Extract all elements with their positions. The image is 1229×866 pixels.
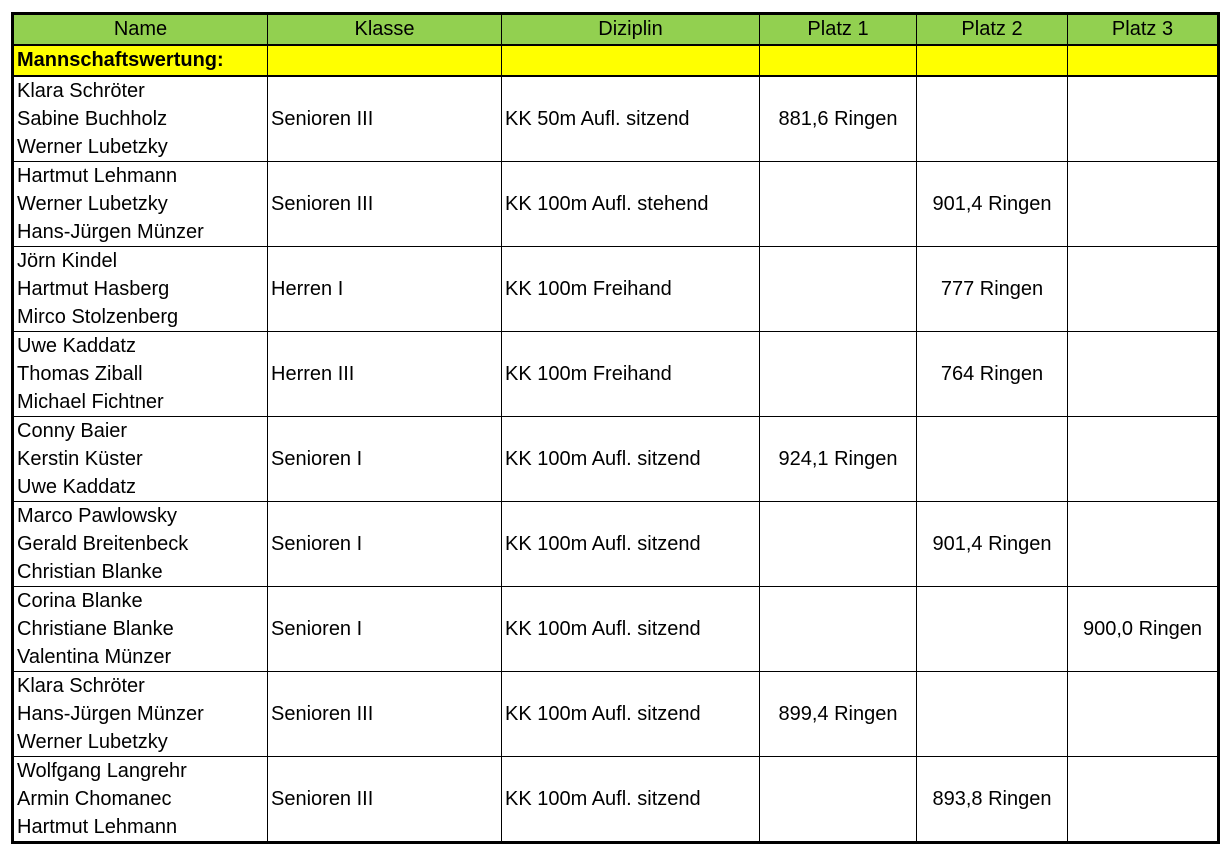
team-member-name: Michael Fichtner xyxy=(17,391,164,413)
team-member-name: Christiane Blanke xyxy=(17,618,174,640)
platz-3-cell xyxy=(1068,672,1219,757)
team-members-cell xyxy=(13,332,268,417)
section-cell xyxy=(502,45,760,76)
team-member-name: Werner Lubetzky xyxy=(17,136,168,158)
section-cell xyxy=(1068,45,1219,76)
table-row xyxy=(13,757,1219,843)
platz-2-cell: 777 Ringen xyxy=(917,247,1068,332)
klasse-cell: Senioren III xyxy=(268,757,502,843)
team-members-cell xyxy=(13,757,268,843)
platz-2-cell: 901,4 Ringen xyxy=(917,162,1068,247)
klasse-cell: Senioren III xyxy=(268,76,502,162)
platz-3-cell xyxy=(1068,332,1219,417)
table-row xyxy=(13,247,1219,332)
team-member-name: Christian Blanke xyxy=(17,561,163,583)
team-member-name: Hans-Jürgen Münzer xyxy=(17,221,204,243)
column-header-disziplin: Diziplin xyxy=(502,14,760,46)
column-header-name: Name xyxy=(13,14,268,46)
section-cell xyxy=(917,45,1068,76)
section-label: Mannschaftswertung: xyxy=(13,45,268,76)
platz-1-cell: 899,4 Ringen xyxy=(760,672,917,757)
platz-3-cell xyxy=(1068,247,1219,332)
table-row xyxy=(13,76,1219,162)
platz-2-cell xyxy=(917,672,1068,757)
platz-2-cell xyxy=(917,587,1068,672)
team-member-name: Gerald Breitenbeck xyxy=(17,533,189,555)
platz-1-cell xyxy=(760,332,917,417)
platz-3-cell xyxy=(1068,162,1219,247)
platz-1-cell xyxy=(760,587,917,672)
table-row xyxy=(13,672,1219,757)
team-members-cell xyxy=(13,672,268,757)
section-cell xyxy=(268,45,502,76)
team-member-name: Hans-Jürgen Münzer xyxy=(17,703,204,725)
klasse-cell: Herren I xyxy=(268,247,502,332)
team-members-cell xyxy=(13,587,268,672)
column-header-platz-2: Platz 2 xyxy=(917,14,1068,46)
platz-1-cell xyxy=(760,162,917,247)
team-member-name: Thomas Ziball xyxy=(17,363,143,385)
klasse-cell: Senioren I xyxy=(268,502,502,587)
disziplin-cell: KK 100m Aufl. stehend xyxy=(502,162,760,247)
team-member-name: Armin Chomanec xyxy=(17,788,172,810)
team-members-cell xyxy=(13,417,268,502)
team-member-name: Klara Schröter xyxy=(17,675,145,697)
team-members-cell xyxy=(13,76,268,162)
team-member-name: Hartmut Hasberg xyxy=(17,278,170,300)
team-member-name: Uwe Kaddatz xyxy=(17,476,136,498)
column-header-klasse: Klasse xyxy=(268,14,502,46)
platz-1-cell: 881,6 Ringen xyxy=(760,76,917,162)
disziplin-cell: KK 100m Aufl. sitzend xyxy=(502,587,760,672)
platz-3-cell xyxy=(1068,76,1219,162)
team-member-name: Valentina Münzer xyxy=(17,646,172,668)
team-member-name: Hartmut Lehmann xyxy=(17,816,178,838)
platz-2-cell: 901,4 Ringen xyxy=(917,502,1068,587)
disziplin-cell: KK 50m Aufl. sitzend xyxy=(502,76,760,162)
column-header-platz-1: Platz 1 xyxy=(760,14,917,46)
team-member-name: Kerstin Küster xyxy=(17,448,143,470)
platz-2-cell xyxy=(917,76,1068,162)
platz-3-cell xyxy=(1068,757,1219,843)
disziplin-cell: KK 100m Aufl. sitzend xyxy=(502,502,760,587)
team-member-name: Werner Lubetzky xyxy=(17,193,168,215)
platz-3-cell: 900,0 Ringen xyxy=(1068,587,1219,672)
platz-2-cell: 764 Ringen xyxy=(917,332,1068,417)
team-members-cell xyxy=(13,502,268,587)
disziplin-cell: KK 100m Aufl. sitzend xyxy=(502,757,760,843)
team-member-name: Wolfgang Langrehr xyxy=(17,760,187,782)
table-row xyxy=(13,417,1219,502)
header-row xyxy=(13,14,1219,46)
section-cell xyxy=(760,45,917,76)
column-header-platz-3: Platz 3 xyxy=(1068,14,1219,46)
platz-1-cell xyxy=(760,502,917,587)
platz-1-cell xyxy=(760,757,917,843)
klasse-cell: Senioren I xyxy=(268,587,502,672)
table-row xyxy=(13,587,1219,672)
klasse-cell: Senioren III xyxy=(268,162,502,247)
table-row xyxy=(13,502,1219,587)
team-member-name: Jörn Kindel xyxy=(17,250,118,272)
team-member-name: Hartmut Lehmann xyxy=(17,165,178,187)
team-member-name: Conny Baier xyxy=(17,420,128,442)
team-member-name: Klara Schröter xyxy=(17,80,145,102)
disziplin-cell: KK 100m Aufl. sitzend xyxy=(502,417,760,502)
table-row xyxy=(13,162,1219,247)
team-member-name: Mirco Stolzenberg xyxy=(17,306,179,328)
platz-3-cell xyxy=(1068,502,1219,587)
klasse-cell: Senioren I xyxy=(268,417,502,502)
disziplin-cell: KK 100m Freihand xyxy=(502,332,760,417)
section-row xyxy=(13,45,1219,76)
team-members-cell xyxy=(13,247,268,332)
team-member-name: Uwe Kaddatz xyxy=(17,335,136,357)
platz-2-cell: 893,8 Ringen xyxy=(917,757,1068,843)
platz-2-cell xyxy=(917,417,1068,502)
table-row xyxy=(13,332,1219,417)
disziplin-cell: KK 100m Freihand xyxy=(502,247,760,332)
team-member-name: Werner Lubetzky xyxy=(17,731,168,753)
team-members-cell xyxy=(13,162,268,247)
klasse-cell: Herren III xyxy=(268,332,502,417)
klasse-cell: Senioren III xyxy=(268,672,502,757)
team-member-name: Sabine Buchholz xyxy=(17,108,168,130)
platz-1-cell: 924,1 Ringen xyxy=(760,417,917,502)
results-table xyxy=(11,12,1220,844)
disziplin-cell: KK 100m Aufl. sitzend xyxy=(502,672,760,757)
platz-3-cell xyxy=(1068,417,1219,502)
team-member-name: Corina Blanke xyxy=(17,590,143,612)
platz-1-cell xyxy=(760,247,917,332)
team-member-name: Marco Pawlowsky xyxy=(17,505,178,527)
